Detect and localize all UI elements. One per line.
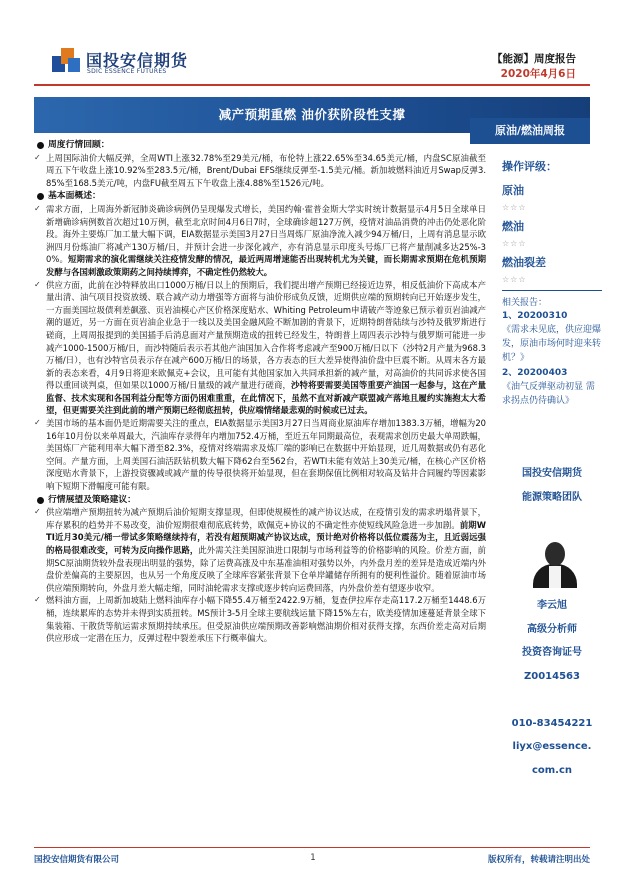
header-divider [34, 84, 590, 86]
rating-stars-icon: ☆☆☆ [502, 203, 527, 212]
paragraph [34, 279, 486, 418]
logo-mark-icon [52, 48, 82, 74]
institute-line: 能源策略团队 [522, 492, 582, 503]
related-report-code: 2、20200403 [502, 368, 568, 378]
logo-text-en: SDIC ESSENCE FUTURES [87, 68, 167, 75]
check-mark-icon: ✓ [34, 418, 41, 428]
analyst-line: Z0014563 [524, 670, 580, 682]
rating-name: 原油 [502, 184, 524, 197]
related-report [502, 309, 602, 365]
report-type: 【能源】周度报告 [492, 53, 576, 65]
related-report [502, 366, 602, 408]
analyst-line: 010-83454221 [511, 717, 593, 729]
related-report-title: 《油气反弹驱动初显 需求拐点仍待确认》 [502, 382, 595, 406]
bullet-dot-icon [37, 497, 44, 504]
rating-stars-icon: ☆☆☆ [502, 239, 527, 248]
report-title: 减产预期重燃 油价获阶段性支撑 [218, 107, 406, 122]
analyst-line: 投资咨询证号 [522, 647, 582, 658]
analyst-line: 高级分析师 [527, 623, 577, 635]
report-date: 2020年4月6日 [500, 68, 576, 80]
section-title-text: 周度行情回顾： [48, 140, 110, 150]
sector-tag: 原油/燃油周报 [470, 118, 590, 144]
page-number: 1 [310, 853, 316, 863]
text: 供应方面，此前在沙特释放出口1000万桶/日以上的预期后，我们提出增产预期已经接近边界，相反低油价下高成本产量出清、油气项目投资放缓、联合减产动力增强等方面将与油价形成负反馈，近期供应端的预期转向已开始逐步发生，一方面美国垃圾债利差飙涨、页岩油模心产区价格深度贴水、Whiting Petroleum申请破产等迹象已预示着页岩油减产潮的逼近，另一方面在页岩油企业急于一线以及美国金融风险不断加剧的背景下，近期特朗普陆续与沙特及俄罗斯进行磋商，上周周报提到的美国插手后消息面对产量预期造成的扭转已经发生，特朗普上周四表示沙特与俄罗斯可能进一步减产1000-1500万桶/日，而沙特随后表示若其他产油国加入合作将考虑减产至900万桶/日以下（沙特2月产量为968.3万桶/日），也有沙特官员表示存在减产600万桶/日的场景，各方表态的巨大差异使得油价盘中巨震不断。从周末各方最新的表态来看，4月9日将迎来欧佩克+会议，且可能有其他国家加入共同承担新的减产量，对高油价的共同诉求使各国得以重回谈判桌，但如果以1000万桶/日量级的减产量进行磋商， [46, 279, 486, 391]
related-report-code: 1、20200310 [502, 311, 568, 321]
check-mark-icon: ✓ [34, 152, 41, 162]
analyst-line: liyx@essence. [512, 741, 592, 752]
section-title [34, 494, 486, 507]
bullet-dot-icon [37, 193, 44, 200]
company-logo [52, 44, 189, 78]
analyst-block [502, 594, 602, 782]
paragraph [34, 417, 486, 493]
analyst-line: com.cn [531, 764, 573, 776]
logo-text-cn: 国投安信期货 [86, 51, 189, 70]
sidebar-divider [502, 290, 602, 291]
analyst-line: 李云旭 [537, 600, 567, 611]
bullet-dot-icon [37, 142, 44, 149]
check-mark-icon: ✓ [34, 595, 41, 605]
rating-title: 操作评级： [502, 160, 557, 173]
rating-name: 燃油裂差 [502, 256, 546, 269]
bold-text: 短期需求的演化需继续关注疫情发酵的情况，最近两周增速能否出现转机尤为关键，而长期需求预期在危机预期发酵与各国刺激政策期药之间持续博弈，不确定性仍然较大。 [46, 254, 486, 277]
related-report-title: 《需求未见底，供应迎爆发，原油市场何时迎来转机？》 [502, 325, 602, 363]
footer-company: 国投安信期货有限公司 [34, 855, 120, 865]
paragraph [34, 506, 486, 594]
text: 上周国际油价大幅反弹，全周WTI上涨32.78%至29美元/桶，布伦特上涨22.65%至34.65美元/桶，内盘SC原油截至周五下午收盘上涨10.92%至283.5元/桶，Brent/Dubai EFS继续反弹至-1.5美元/桶。新加坡燃料油近月Swap反弹3.85%至168.5美元/吨，内盘FU截至周五下午收盘上涨4.88%至1526元/吨。 [46, 152, 486, 188]
check-mark-icon: ✓ [34, 279, 41, 289]
institute-block [502, 462, 602, 510]
bold-text: 前期WTI近月30美元/桶一带试多策略继续持有，若没有超预期减产协议达成，预计绝对价格将以低位震荡为主，且近弱远强的格局很难改变，可转为反向操作思路， [46, 519, 486, 555]
analyst-line [502, 688, 602, 712]
section-title [34, 139, 486, 152]
check-mark-icon: ✓ [34, 203, 41, 213]
rating-name: 燃油 [502, 220, 524, 233]
paragraph [34, 594, 486, 644]
footer-divider [34, 847, 590, 848]
footer-copyright: 版权所有，转载请注明出处 [487, 855, 590, 865]
rating-list [502, 182, 602, 284]
check-mark-icon: ✓ [34, 507, 41, 517]
section-title [34, 190, 486, 203]
text: 此外需关注美国原油进口限制与市场利益等的价格影响的风险。价差方面，前期SC原油期货较外盘表现出明显的强势，除了运费高涨及中东基准油相对强势以外，内外盘月差的差异是造成近端内外盘价差偏高的主要原因，也从另一个角度反映了全球库容紧张背景下仓单岸罐储存所拥有的便利性溢价。随着原油市场供应端预期转向，外盘月差大幅走缩，同时油轮需求支撑或逐步转向运费回落，内外盘价差有望逐步收窄。 [46, 545, 487, 593]
main-content [34, 138, 486, 645]
text: 需求方面，上周海外新冠肺炎确诊病例仍呈现爆发式增长，美国约翰·霍普金斯大学实时统计数据显示4月5日全球单日新增确诊病例数首次超过10万例，截至北京时间4月6日7时，全球确诊超127万例，疫情对油品消费的冲击仍处恶化阶段。海外主要炼厂加工量大幅下调，EIA数据显示美国3月27日当周炼厂原油净流入减少94万桶/日，上周有消息显示欧洲四月份炼油厂将减产130万桶/日，并预计会进一步深化减产，亦有消息显示印度头号炼厂已将产量削减多达25%-30%。 [46, 203, 486, 265]
paragraph [34, 203, 486, 279]
text: 美国市场的基本面仍是近期需要关注的重点，EIA数据显示美国3月27日当周商业原油库存增加1383.3万桶，增幅为2016年10月份以来单周最大，汽油库存录得年内增加752.4万桶，至近五年同期最高位，表观需求创历史最大单周跌幅，美国炼厂产能利用率大幅下滑至82.3%，疫情对终端需求及炼厂端的影响已在数据中开始显现，近几周数据或仍有恶化空间。产量方面，上周美国石油活跃钻机数大幅下降62台至562台，若WTI未能有效站上30美元/桶，在核心产区价格深度贴水背景下，上游投资骤减或减产量的传导很快将开始显现，但在套期保值比例相对较高及钻井合同履约等因素影响下短期下滑幅度可能有限。 [46, 418, 486, 492]
section-title-text: 行情展望及策略建议： [48, 494, 136, 505]
section-title-text: 基本面概述： [48, 191, 101, 202]
rating-stars-icon: ☆☆☆ [502, 275, 527, 284]
paragraph [34, 152, 486, 190]
sidebar [502, 158, 602, 408]
text: 燃料油方面，上周新加坡陆上燃料油库存小幅下降55.4万桶至2422.9万桶，复查伊拉库存走高117.2万桶至1448.6万桶，连续累库的态势并未得到实质扭转。MS预计3-5月全球主要航线运量下降15%左右，欧美疫情加速蔓延背景全球下集装箱、干散货等航运需求预期持续承压。但受原油供应端预期改善影响燃油期价相对获得支撑，东西价差走高对后期供应形成一定潜在压力，反弹过程中裂差承压下行概率偏大。 [46, 595, 486, 644]
bold-text: 沙特将要需要美国等重要产油国一起参与，这在产量监督、技术实现和各国利益分配等方面仍困难重重，在此情况下，虽然不直对新减产联盟减产落地且履约实施抱太大希望，但更需要关注到此前的增产预期已经彻底扭转，供应端情绪最悲观的时候或已过去。 [46, 380, 487, 416]
related-title: 相关报告： [502, 298, 548, 308]
analyst-photo [523, 538, 587, 588]
institute-line: 国投安信期货 [522, 468, 582, 479]
text: 供应端增产预期扭转为减产预期后油价短期支撑显现，但即使规模性的减产协议达成，在疫情引发的需求坍塌背景下，库存累积的趋势并不易改变，油价短期很难彻底底转势，欧佩克+协议的不确定性亦使短线风险急进一步加剧。 [46, 507, 486, 530]
related-list [502, 309, 602, 408]
